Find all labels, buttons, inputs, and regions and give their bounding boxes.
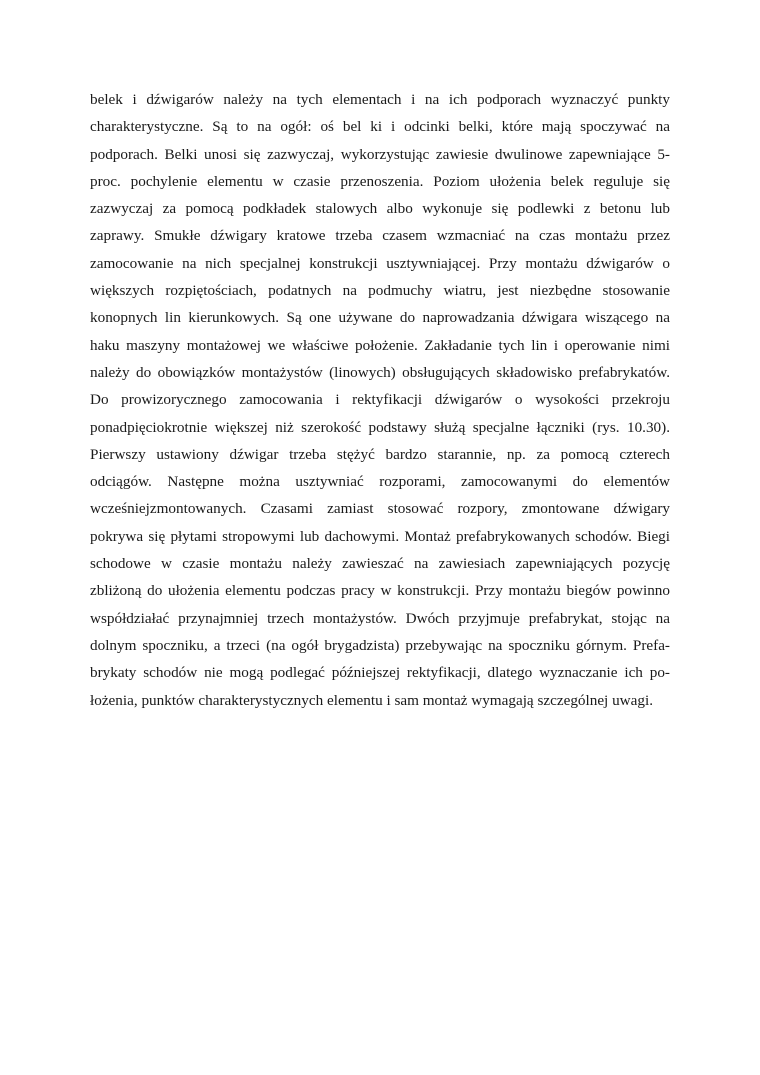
text-line: wcześniejzmontowanych. Czasami zamiast stosować rozpory, zmontowane dźwigary <box>90 500 670 518</box>
text-line: haku maszyny montażowej we właściwe położenie. Zakładanie tych lin i operowanie nimi <box>90 336 670 354</box>
text-line: odciągów. Następne można usztywniać rozporami, zamocowanymi do elementów <box>90 473 670 491</box>
text-line: zaprawy. Smukłe dźwigary kratowe trzeba czasem wzmacniać na czas montażu przez <box>90 227 670 245</box>
text-line: większych rozpiętościach, podatnych na podmuchy wiatru, jest niezbędne stosowanie <box>90 282 670 300</box>
text-line: zamocowanie na nich specjalnej konstrukcji usztywniającej. Przy montażu dźwigarów o <box>90 254 670 272</box>
text-line: podporach. Belki unosi się zazwyczaj, wykorzystując zawiesie dwulinowe zapewniające 5- <box>90 145 670 163</box>
text-line: schodowe w czasie montażu należy zawieszać na zawiesiach zapewniających pozycję <box>90 555 670 573</box>
body-paragraph <box>90 86 670 714</box>
text-line: Do prowizorycznego zamocowania i rektyfikacji dźwigarów o wysokości przekroju <box>90 391 670 409</box>
text-line: ponadpięciokrotnie większej niż szerokość podstawy służą specjalne łączniki (rys. 10.30). <box>90 418 670 436</box>
text-line: zbliżoną do ułożenia elementu podczas pracy w konstrukcji. Przy montażu biegów powinno <box>90 582 670 600</box>
text-line: proc. pochylenie elementu w czasie przenoszenia. Poziom ułożenia belek reguluje się <box>90 172 670 190</box>
text-line: belek i dźwigarów należy na tych elementach i na ich podporach wyznaczyć punkty <box>90 91 670 108</box>
text-line: konopnych lin kierunkowych. Są one używane do naprowadzania dźwigara wiszącego na <box>90 309 670 327</box>
text-line: brykaty schodów nie mogą podlegać późniejszej rektyfikacji, dlatego wyznaczanie ich po- <box>90 664 670 682</box>
text-line: współdziałać przynajmniej trzech montażystów. Dwóch przyjmuje prefabrykat, stojąc na <box>90 609 670 627</box>
text-line: należy do obowiązków montażystów (linowych) obsługujących składowisko prefabrykatów. <box>90 363 670 381</box>
text-line: pokrywa się płytami stropowymi lub dachowymi. Montaż prefabrykowanych schodów. Biegi <box>90 527 670 545</box>
text-line: charakterystyczne. Są to na ogół: oś bel ki i odcinki belki, które mają spoczywać na <box>90 118 670 136</box>
text-line: Pierwszy ustawiony dźwigar trzeba stężyć bardzo starannie, np. za pomocą czterech <box>90 445 670 463</box>
text-line: zazwyczaj za pomocą podkładek stalowych albo wykonuje się podlewki z betonu lub <box>90 200 670 218</box>
text-line: łożenia, punktów charakterystycznych elementu i sam montaż wymagają szczególnej uwagi. <box>90 691 653 709</box>
text-line: dolnym spoczniku, a trzeci (na ogół brygadzista) przebywając na spoczniku górnym. Prefa- <box>90 636 670 654</box>
